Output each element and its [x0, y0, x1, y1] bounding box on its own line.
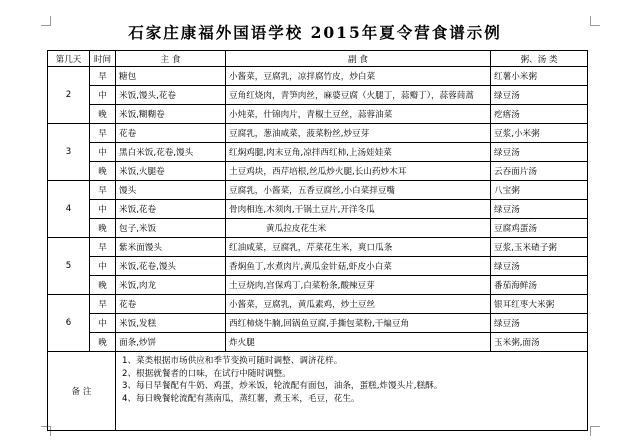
- side-cell: 豆角红烧肉，青笋肉丝，麻婆豆腐（火腿丁，蒜瓣丁），蒜蓉茼蒿: [226, 86, 491, 105]
- soup-cell: 豆腐鸡蛋汤: [491, 219, 588, 238]
- staple-cell: 面条,炒饼: [116, 333, 226, 352]
- soup-cell: 云吞面片汤: [491, 162, 588, 181]
- side-cell: 豆腐乳，葱油咸菜，菠菜粉丝,炒豆芽: [226, 124, 491, 143]
- side-cell: 小酱菜，豆腐乳，黄瓜素鸡，炒土豆丝: [226, 295, 491, 314]
- table-row: [48, 200, 588, 219]
- table-row: [48, 257, 588, 276]
- meal-cell: 早: [90, 181, 116, 200]
- menu-table: [47, 50, 588, 431]
- soup-cell: 豆浆,小米粥: [491, 124, 588, 143]
- note-item: 2、根据就餐者的口味，在试行中随时调整。: [122, 368, 291, 379]
- meal-cell: 晚: [90, 105, 116, 124]
- note-item: 1、菜类根据市场供应和季节变换可随时调整、调济花样。: [122, 356, 343, 366]
- side-cell: 红油咸菜，豆腐乳，芹菜花生米，爽口瓜条: [226, 238, 491, 257]
- staple-cell: 米饭,发糕: [116, 314, 226, 333]
- note-item: 4、每日晚餐轮流配有蒸南瓜，蒸红薯，煮玉米，毛豆，花生。: [122, 393, 360, 404]
- meal-cell: 中: [90, 200, 116, 219]
- side-cell: 黄瓜拉皮花生米: [226, 219, 491, 238]
- side-cell: 炸火腿: [226, 333, 491, 352]
- staple-cell: 花卷: [116, 124, 226, 143]
- meal-cell: 晚: [90, 333, 116, 352]
- staple-cell: 米饭,馒头,花卷: [116, 86, 226, 105]
- day-cell: 3: [48, 124, 90, 181]
- soup-cell: 银耳红枣大米粥: [491, 295, 588, 314]
- soup-cell: 绿豆汤: [491, 314, 588, 333]
- meal-cell: 中: [90, 257, 116, 276]
- crop-mark-bottom-right: [590, 426, 600, 436]
- meal-cell: 早: [90, 295, 116, 314]
- side-cell: 小酱菜，豆腐乳，凉拌腐竹皮，炒白菜: [226, 67, 491, 86]
- meal-cell: 晚: [90, 162, 116, 181]
- side-cell: 小炖菜，什锦肉片，青椒土豆丝，蒜蓉油菜: [226, 105, 491, 124]
- table-row: [48, 295, 588, 314]
- side-cell: 豆腐乳，小酱菜，五香豆腐丝,小白菜拌豆嘴: [226, 181, 491, 200]
- soup-cell: 绿豆汤: [491, 86, 588, 105]
- soup-cell: 玉米粥,面汤: [491, 333, 588, 352]
- table-row: [48, 314, 588, 333]
- day-cell: 4: [48, 181, 90, 238]
- document-title: 石家庄康福外国语学校 2015年夏令营食谱示例: [128, 23, 502, 42]
- header-row: [48, 51, 588, 67]
- day-cell: 2: [48, 67, 90, 124]
- staple-cell: 米饭,糊糊卷: [116, 105, 226, 124]
- table-row: [48, 162, 588, 181]
- header-staple: 主 食: [116, 51, 226, 67]
- table-row: [48, 86, 588, 105]
- meal-cell: 中: [90, 314, 116, 333]
- meal-cell: 晚: [90, 219, 116, 238]
- staple-cell: 米饭,肉龙: [116, 276, 226, 295]
- staple-cell: 花卷: [116, 295, 226, 314]
- header-soup: 粥、汤 类: [491, 51, 588, 67]
- meal-cell: 早: [90, 124, 116, 143]
- side-cell: 红焖鸡腿,肉末豆角,凉拌西红柿,上汤娃娃菜: [226, 143, 491, 162]
- table-row: [48, 276, 588, 295]
- header-meal: 时间: [90, 51, 116, 67]
- side-cell: 西红柿烧牛腩,回锅鱼豆腐,手撕包菜粉,干煸豆角: [226, 314, 491, 333]
- staple-cell: 包子,米饭: [116, 219, 226, 238]
- staple-cell: 馒头: [116, 181, 226, 200]
- table-row: [48, 67, 588, 86]
- table-row: [48, 181, 588, 200]
- staple-cell: 紫米面馒头: [116, 238, 226, 257]
- soup-cell: 绿豆汤: [491, 200, 588, 219]
- table-row: [48, 143, 588, 162]
- side-cell: 土豆烧肉,宫保鸡丁,白菜粉条,酸辣豆芽: [226, 276, 491, 295]
- meal-cell: 晚: [90, 276, 116, 295]
- notes-row: [48, 352, 588, 431]
- side-cell: 骨肉相连,木须肉,干锅土豆片,开洋冬瓜: [226, 200, 491, 219]
- table-row: [48, 105, 588, 124]
- side-cell: 香焖鱼丁,水煮肉片,黄瓜金针菇,虾皮小白菜: [226, 257, 491, 276]
- day-cell: 5: [48, 238, 90, 295]
- meal-cell: 早: [90, 67, 116, 86]
- table-row: [48, 219, 588, 238]
- staple-cell: 黑白米饭,花卷,馒头: [116, 143, 226, 162]
- staple-cell: 米饭,花卷: [116, 200, 226, 219]
- notes-content: [116, 352, 588, 431]
- notes-label: 备 注: [48, 352, 116, 431]
- soup-cell: 绿豆汤: [491, 257, 588, 276]
- meal-cell: 早: [90, 238, 116, 257]
- soup-cell: 红薯小米粥: [491, 67, 588, 86]
- header-side: 副 食: [226, 51, 491, 67]
- staple-cell: 米饭,火腿卷: [116, 162, 226, 181]
- table-row: [48, 238, 588, 257]
- table-row: [48, 124, 588, 143]
- soup-cell: 番茄海鲜汤: [491, 276, 588, 295]
- table-row: [48, 333, 588, 352]
- staple-cell: 糖包: [116, 67, 226, 86]
- side-cell: 土豆鸡块，西芹培根,丝瓜炒火腿,长山药炒木耳: [226, 162, 491, 181]
- soup-cell: 疙瘩汤: [491, 105, 588, 124]
- staple-cell: 米饭,花卷,馒头: [116, 257, 226, 276]
- soup-cell: 豆浆,玉米碴子粥: [491, 238, 588, 257]
- note-item: 3、每日早餐配有牛奶、鸡蛋，炒米饭，轮流配有面包，油条，蛋糕,炸馒头片,糕酥。: [122, 381, 443, 391]
- header-day: 第几天: [48, 51, 90, 67]
- day-cell: 6: [48, 295, 90, 352]
- meal-cell: 中: [90, 86, 116, 105]
- soup-cell: 绿豆汤: [491, 143, 588, 162]
- meal-cell: 中: [90, 143, 116, 162]
- soup-cell: 八宝粥: [491, 181, 588, 200]
